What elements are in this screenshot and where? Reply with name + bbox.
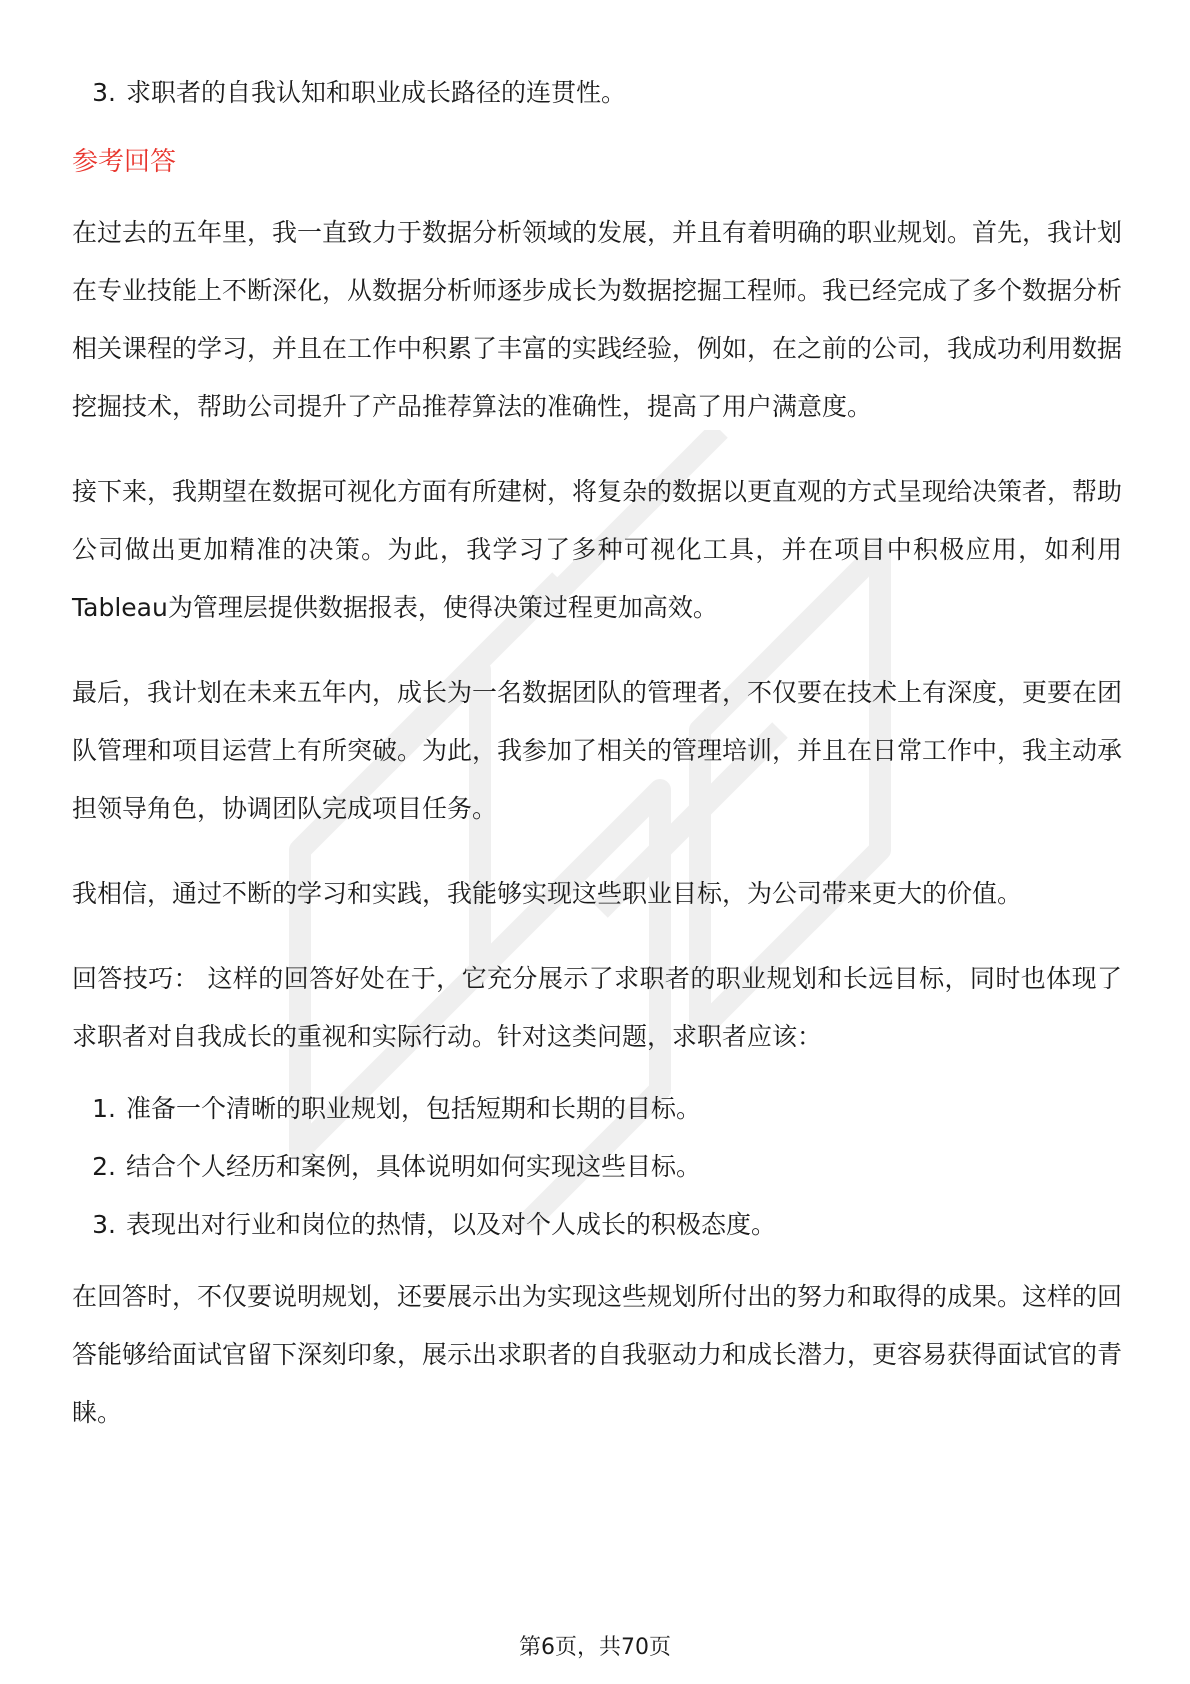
answer-paragraph-1: 在过去的五年里，我一直致力于数据分析领域的发展，并且有着明确的职业规划。首先，我计划在专业技能上不断深化，从数据分析师逐步成长为数据挖掘工程师。我已经完成了多个数据分析相关课程的学习，并且在工作中积累了丰富的实践经验，例如，在之前的公司，我成功利用数据挖掘技术，帮助公司提升了产品推荐算法的准确性，提高了用户满意度。 — [72, 218, 1123, 421]
list-item-number: 3. — [92, 1210, 116, 1239]
section-heading: 参考回答 — [72, 147, 177, 177]
list-item-number: 2. — [92, 1152, 116, 1181]
list-item — [72, 64, 1122, 122]
answer-paragraph-4: 我相信，通过不断的学习和实践，我能够实现这些职业目标，为公司带来更大的价值。 — [72, 879, 1023, 908]
list-item-number: 3. — [92, 78, 116, 107]
answer-paragraph-2: 接下来，我期望在数据可视化方面有所建树，将复杂的数据以更直观的方式呈现给决策者，帮助公司做出更加精准的决策。为此，我学习了多种可视化工具，并在项目中积极应用，如利用Tableau为管理层提供数据报表，使得决策过程更加高效。 — [72, 477, 1123, 622]
page-content — [72, 64, 1122, 1442]
page-number-footer: 第6页，共70页 — [519, 1635, 671, 1660]
list-item-text: 求职者的自我认知和职业成长路径的连贯性。 — [126, 78, 627, 107]
closing-paragraph: 在回答时，不仅要说明规划，还要展示出为实现这些规划所付出的努力和取得的成果。这样的回答能够给面试官留下深刻印象，展示出求职者的自我驱动力和成长潜力，更容易获得面试官的青睐。 — [72, 1282, 1123, 1427]
list-item-text: 结合个人经历和案例，具体说明如何实现这些目标。 — [126, 1152, 702, 1181]
list-item-number: 1. — [92, 1094, 116, 1123]
list-item-text: 表现出对行业和岗位的热情，以及对个人成长的积极态度。 — [126, 1210, 777, 1239]
tips-numbered-list — [72, 1080, 1122, 1254]
tips-intro-paragraph: 回答技巧： 这样的回答好处在于，它充分展示了求职者的职业规划和长远目标，同时也体现了求职者对自我成长的重视和实际行动。针对这类问题，求职者应该： — [72, 964, 1122, 1051]
answer-paragraph-3: 最后，我计划在未来五年内，成长为一名数据团队的管理者，不仅要在技术上有深度，更要在团队管理和项目运营上有所突破。为此，我参加了相关的管理培训，并且在日常工作中，我主动承担领导角色，协调团队完成项目任务。 — [72, 678, 1123, 823]
list-item — [72, 1080, 1122, 1138]
top-numbered-list — [72, 64, 1122, 122]
list-item — [72, 1196, 1122, 1254]
list-item — [72, 1138, 1122, 1196]
list-item-text: 准备一个清晰的职业规划，包括短期和长期的目标。 — [126, 1094, 702, 1123]
